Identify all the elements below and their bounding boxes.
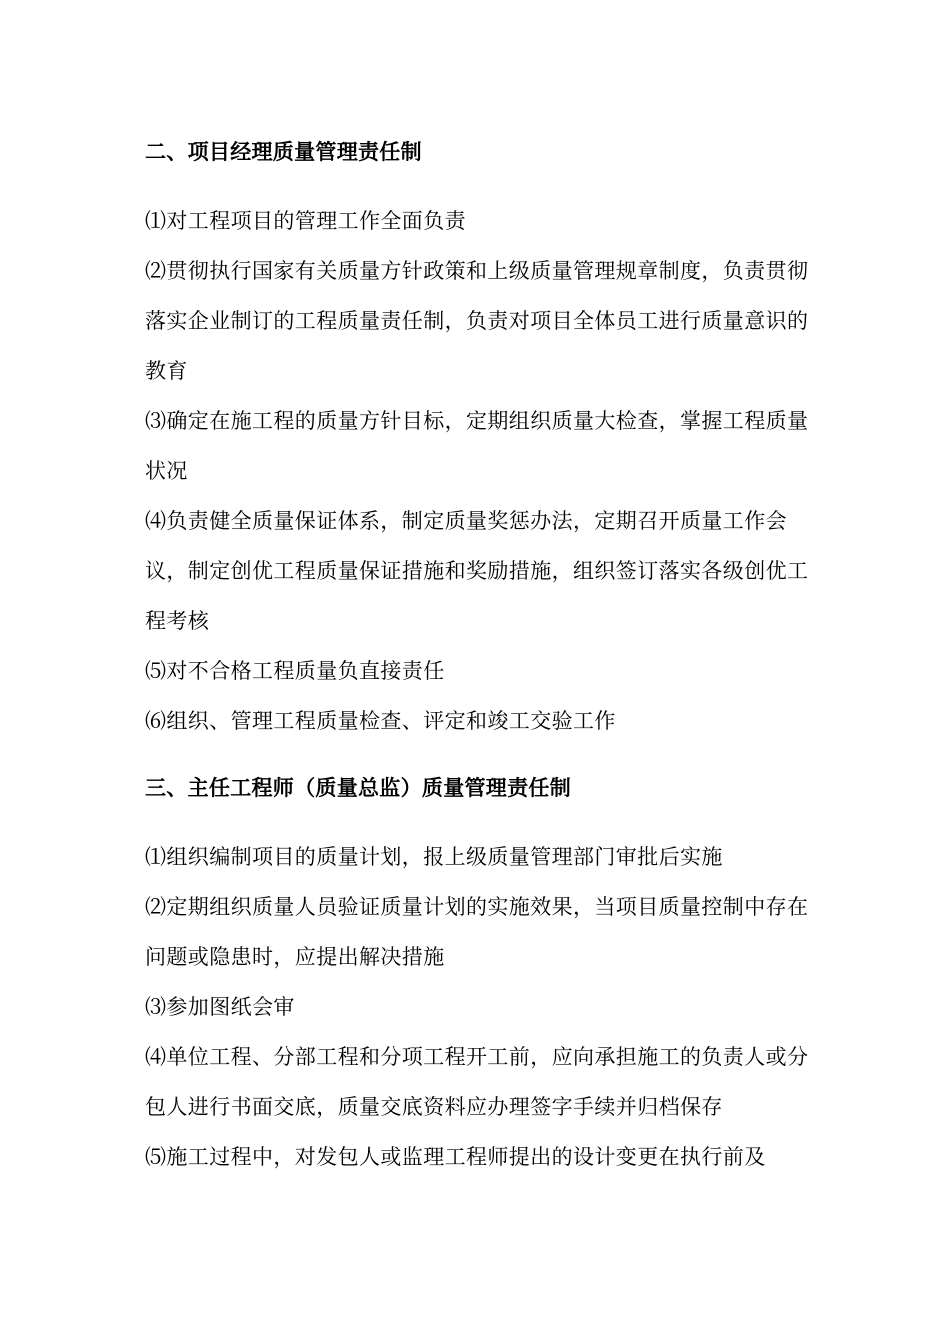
section-list-chief-engineer [145,832,810,1182]
list-item: ⑶参加图纸会审 [145,995,295,1019]
section-heading-chief-engineer: 三、主任工程师（质量总监）质量管理责任制 [145,776,571,800]
section-list-project-manager [145,196,810,746]
document-content [145,130,810,1182]
list-item: ⑸对不合格工程质量负直接责任 [145,659,445,683]
list-item: ⑹组织、管理工程质量检查、评定和竣工交验工作 [145,709,616,733]
list-item: ⑶确定在施工程的质量方针目标，定期组织质量大检查，掌握工程质量状况 [145,409,809,483]
list-item: ⑷单位工程、分部工程和分项工程开工前，应向承担施工的负责人或分包人进行书面交底，质量交底资料应办理签字手续并归档保存 [145,1045,809,1119]
list-item: ⑵贯彻执行国家有关质量方针政策和上级质量管理规章制度，负责贯彻落实企业制订的工程质量责任制，负责对项目全体员工进行质量意识的教育 [145,259,809,383]
list-item: ⑴组织编制项目的质量计划，报上级质量管理部门审批后实施 [145,845,723,869]
list-item: ⑸施工过程中，对发包人或监理工程师提出的设计变更在执行前及 [145,1145,766,1169]
section-heading-project-manager: 二、项目经理质量管理责任制 [145,140,422,164]
list-item: ⑴对工程项目的管理工作全面负责 [145,209,466,233]
list-item: ⑷负责健全质量保证体系，制定质量奖惩办法，定期召开质量工作会议，制定创优工程质量保证措施和奖励措施，组织签订落实各级创优工程考核 [145,509,809,633]
list-item: ⑵定期组织质量人员验证质量计划的实施效果，当项目质量控制中存在问题或隐患时，应提出解决措施 [145,895,809,969]
